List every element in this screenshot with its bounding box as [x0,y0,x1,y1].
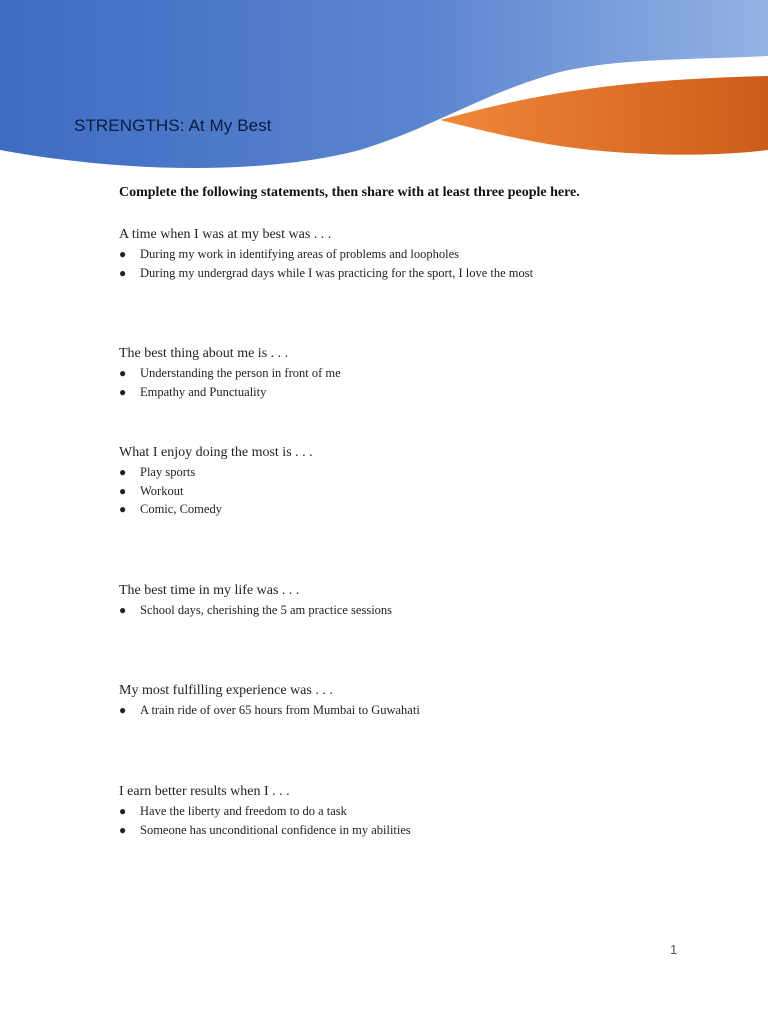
list-item [119,601,679,620]
statement-prompt: What I enjoy doing the most is . . . [119,445,313,460]
bullet-icon: ● [119,502,127,516]
statement-section [119,226,679,282]
statement-section [119,444,679,519]
answer-text: School days, cherishing the 5 am practice sessions [140,603,393,617]
list-item [119,500,679,519]
list-item [119,245,679,264]
answer-text: Empathy and Punctuality [140,384,267,399]
page-title: STRENGTHS: At My Best [74,116,272,135]
list-item [119,482,679,501]
bullet-icon: ● [119,483,127,498]
statement-section [119,682,679,720]
list-item [119,364,679,383]
answer-text: During my work in identifying areas of problems and loopholes [140,247,460,261]
bullet-icon: ● [119,603,127,617]
statement-prompt: I earn better results when I . . . [119,784,290,799]
answer-text: Someone has unconditional confidence in my abilities [140,822,411,837]
answer-list [119,245,679,282]
instructions-text: Complete the following statements, then share with at least three people here. [119,185,580,200]
answer-text: A train ride of over 65 hours from Mumbai to Guwahati [140,703,420,717]
bullet-icon: ● [119,366,127,380]
answer-list [119,701,679,720]
statement-prompt: A time when I was at my best was . . . [119,227,332,242]
answer-text: Workout [140,483,184,498]
answer-text: Understanding the person in front of me [140,366,341,380]
bullet-icon: ● [119,804,127,818]
list-item [119,264,679,283]
list-item [119,802,679,821]
page-number: 1 [670,942,678,957]
answer-text: Comic, Comedy [140,502,222,516]
bullet-icon: ● [119,822,127,837]
answer-list [119,802,679,839]
list-item [119,701,679,720]
answer-list [119,463,679,519]
statement-section [119,783,679,839]
bullet-icon: ● [119,384,127,399]
statement-prompt: My most fulfilling experience was . . . [119,683,333,698]
bullet-icon: ● [119,265,127,280]
statement-section [119,582,679,620]
list-item [119,821,679,840]
bullet-icon: ● [119,703,127,717]
header-banner [0,0,768,175]
bullet-icon: ● [119,465,127,479]
answer-list [119,364,679,401]
list-item [119,463,679,482]
statement-prompt: The best thing about me is . . . [119,346,289,361]
bullet-icon: ● [119,247,127,261]
statement-section [119,345,679,401]
answer-text: Play sports [140,465,196,479]
statement-prompt: The best time in my life was . . . [119,583,300,598]
list-item [119,383,679,402]
answer-text: Have the liberty and freedom to do a task [140,804,347,818]
answer-text: During my undergrad days while I was practicing for the sport, I love the most [140,265,534,280]
answer-list [119,601,679,620]
